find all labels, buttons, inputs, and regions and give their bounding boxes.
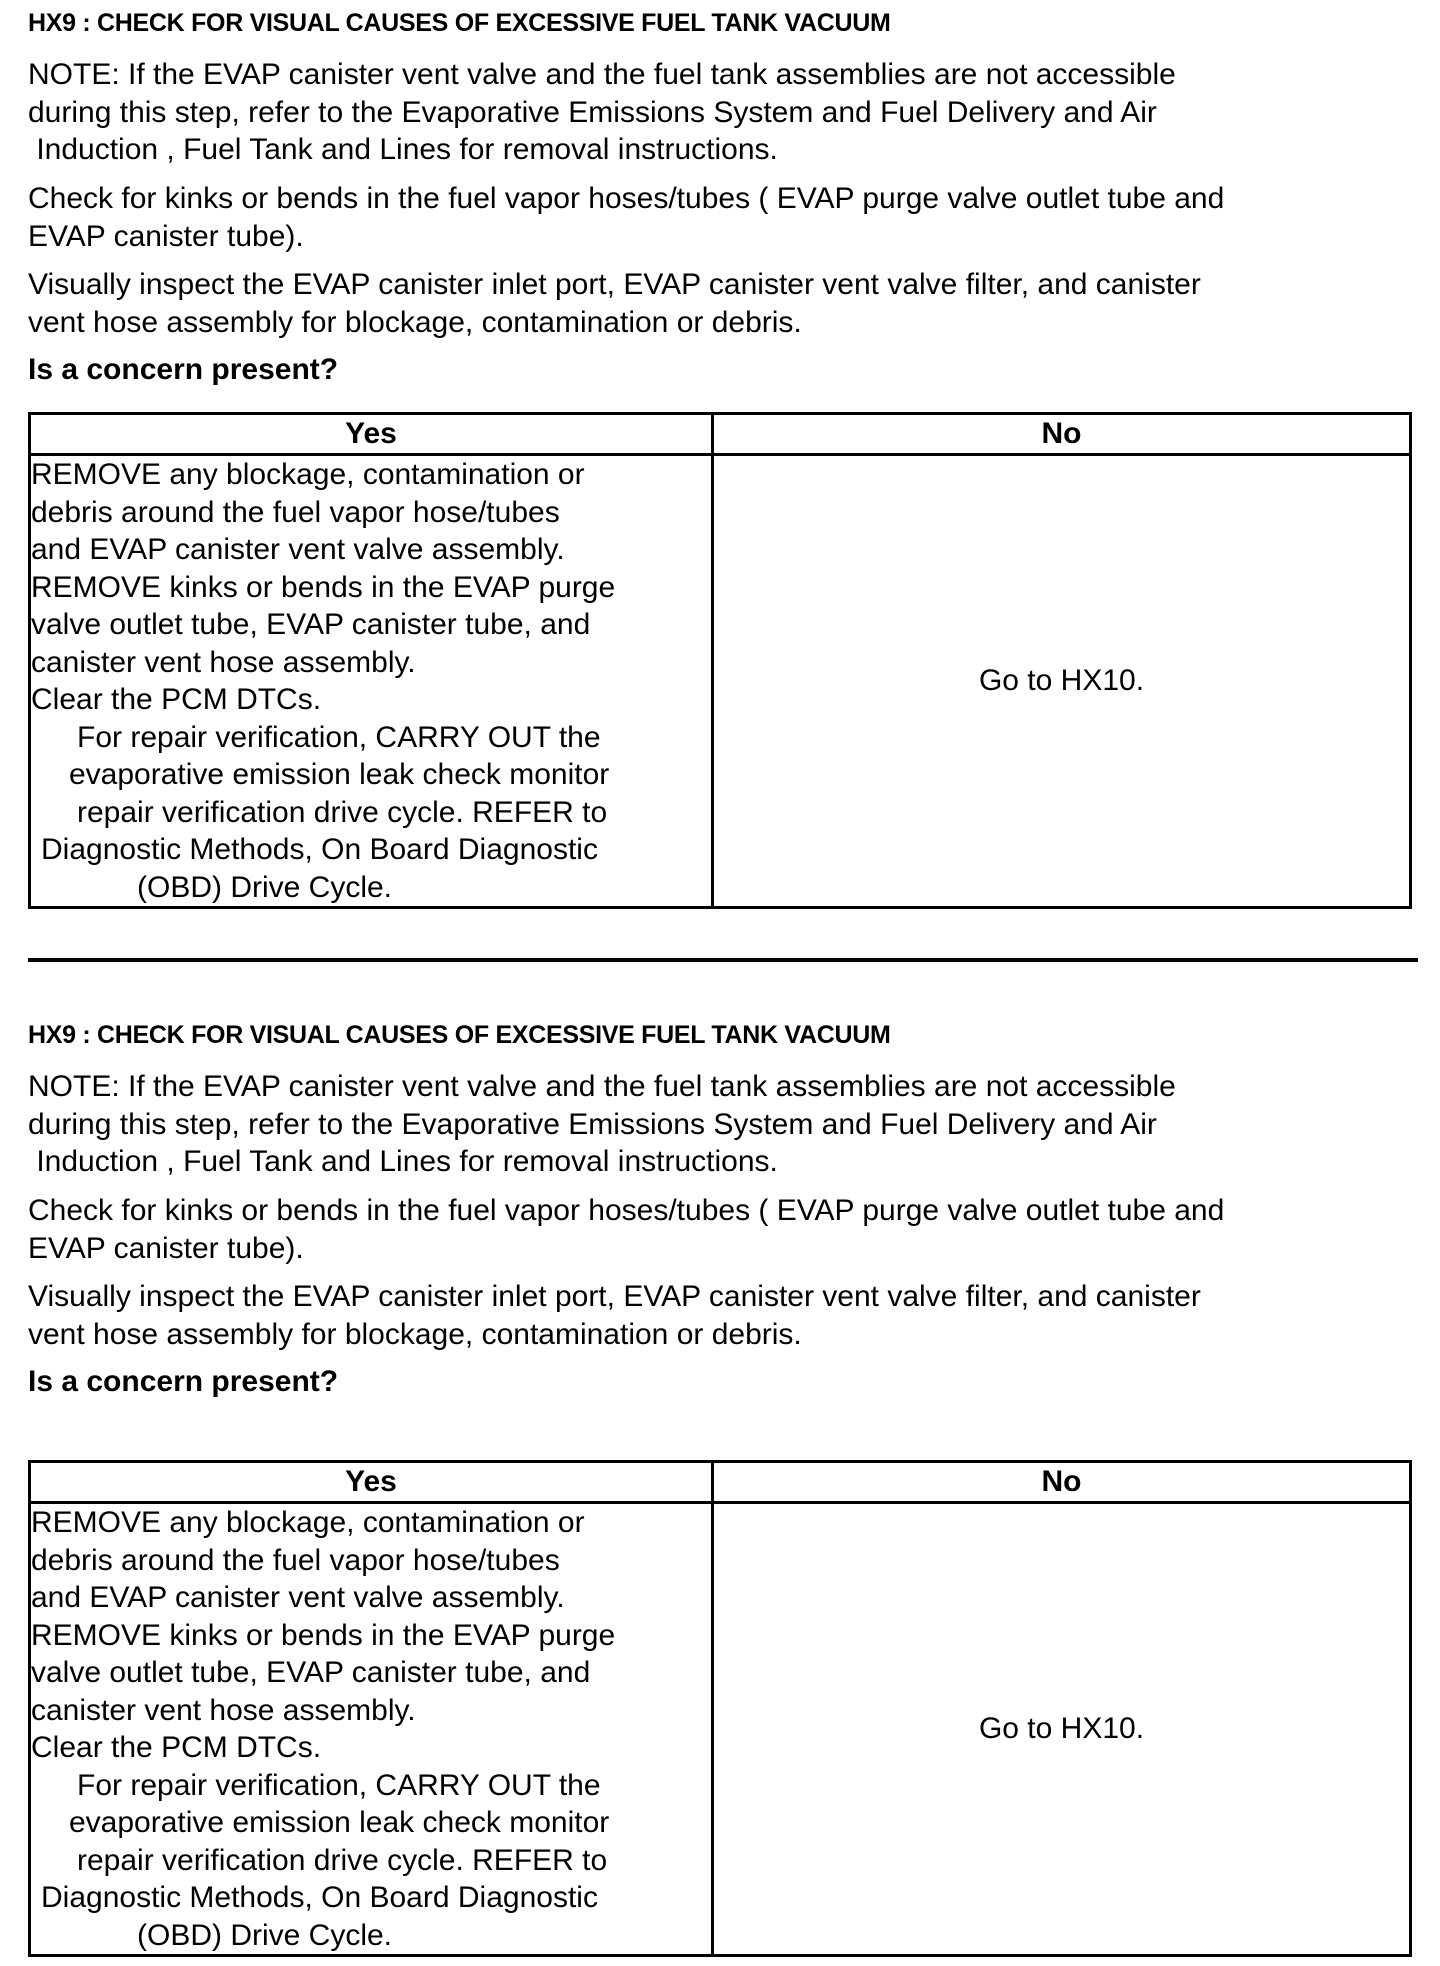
yes-action-line: canister vent hose assembly. (31, 645, 416, 679)
yes-no-table (28, 1460, 1412, 1957)
concern-question: Is a concern present? (28, 1365, 339, 1398)
yes-action-line: Clear the PCM DTCs. (31, 683, 322, 716)
note-paragraph (28, 1068, 1176, 1181)
inspect-line: Visually inspect the EVAP canister inlet port, EVAP canister vent valve filter, and canister (28, 1280, 1201, 1313)
table-header-row (30, 1462, 1411, 1503)
table-header-row (30, 414, 1411, 455)
yes-action-line: repair verification drive cycle. REFER to (77, 1843, 608, 1877)
inspect-line: vent hose assembly for blockage, contamination or debris. (28, 1317, 802, 1351)
yes-action-line: valve outlet tube, EVAP canister tube, and (31, 1656, 591, 1689)
yes-action-line: canister vent hose assembly. (31, 1693, 416, 1727)
no-header: No (713, 414, 1411, 455)
yes-action-line: valve outlet tube, EVAP canister tube, and (31, 608, 591, 641)
check-line: EVAP canister tube). (28, 1231, 304, 1265)
yes-action-line: Diagnostic Methods, On Board Diagnostic (41, 1881, 598, 1914)
note-line: Induction , Fuel Tank and Lines for removal instructions. (28, 1145, 778, 1178)
no-action-cell: Go to HX10. (713, 1503, 1411, 1956)
yes-action-line: Diagnostic Methods, On Board Diagnostic (41, 833, 598, 866)
yes-header: Yes (30, 414, 713, 455)
yes-no-table (28, 412, 1412, 909)
check-line: Check for kinks or bends in the fuel vapor hoses/tubes ( EVAP purge valve outlet tube and (28, 1194, 1225, 1227)
note-line: during this step, refer to the Evaporative Emissions System and Fuel Delivery and Air (28, 95, 1157, 129)
yes-action-line: Clear the PCM DTCs. (31, 1731, 322, 1764)
inspect-paragraph (28, 1278, 1201, 1353)
no-action-cell: Go to HX10. (713, 455, 1411, 908)
yes-action-cell (30, 1503, 713, 1956)
yes-action-line: (OBD) Drive Cycle. (137, 870, 393, 904)
inspect-line: Visually inspect the EVAP canister inlet port, EVAP canister vent valve filter, and canister (28, 268, 1201, 301)
check-paragraph (28, 180, 1224, 255)
procedure-section-1 (28, 0, 1412, 920)
concern-question: Is a concern present? (28, 353, 339, 386)
yes-action-line: evaporative emission leak check monitor (69, 1806, 610, 1839)
check-line: Check for kinks or bends in the fuel vapor hoses/tubes ( EVAP purge valve outlet tube and (28, 182, 1225, 215)
yes-action-line: debris around the fuel vapor hose/tubes (31, 495, 560, 529)
yes-action-line: REMOVE kinks or bends in the EVAP purge (31, 1618, 616, 1652)
note-line: NOTE: If the EVAP canister vent valve and the fuel tank assemblies are not accessible (28, 1070, 1176, 1103)
check-paragraph (28, 1192, 1224, 1267)
inspect-line: vent hose assembly for blockage, contamination or debris. (28, 305, 802, 339)
yes-action-line: (OBD) Drive Cycle. (137, 1918, 393, 1952)
yes-action-line: REMOVE any blockage, contamination or (31, 1506, 585, 1539)
yes-header: Yes (30, 1462, 713, 1503)
note-line: Induction , Fuel Tank and Lines for removal instructions. (28, 133, 778, 166)
yes-action-line: For repair verification, CARRY OUT the (77, 1768, 601, 1802)
yes-action-line: For repair verification, CARRY OUT the (77, 720, 601, 754)
yes-action-cell (30, 455, 713, 908)
yes-action-line: and EVAP canister vent valve assembly. (31, 1581, 565, 1614)
check-line: EVAP canister tube). (28, 219, 304, 253)
yes-action-line: debris around the fuel vapor hose/tubes (31, 1543, 560, 1577)
yes-action-line: REMOVE kinks or bends in the EVAP purge (31, 570, 616, 604)
yes-action-line: REMOVE any blockage, contamination or (31, 458, 585, 491)
yes-action-line: evaporative emission leak check monitor (69, 758, 610, 791)
note-line: NOTE: If the EVAP canister vent valve and the fuel tank assemblies are not accessible (28, 58, 1176, 91)
yes-action-line: repair verification drive cycle. REFER to (77, 795, 608, 829)
section-title: HX9 : CHECK FOR VISUAL CAUSES OF EXCESSIVE FUEL TANK VACUUM (28, 1021, 891, 1049)
yes-action-line: and EVAP canister vent valve assembly. (31, 533, 565, 566)
no-header: No (713, 1462, 1411, 1503)
table-row (30, 1503, 1411, 1956)
note-line: during this step, refer to the Evaporative Emissions System and Fuel Delivery and Air (28, 1107, 1157, 1141)
section-title: HX9 : CHECK FOR VISUAL CAUSES OF EXCESSIVE FUEL TANK VACUUM (28, 9, 891, 37)
inspect-paragraph (28, 266, 1201, 341)
section-divider (28, 958, 1418, 962)
table-row (30, 455, 1411, 908)
procedure-section-2 (28, 1012, 1412, 1962)
note-paragraph (28, 56, 1176, 169)
